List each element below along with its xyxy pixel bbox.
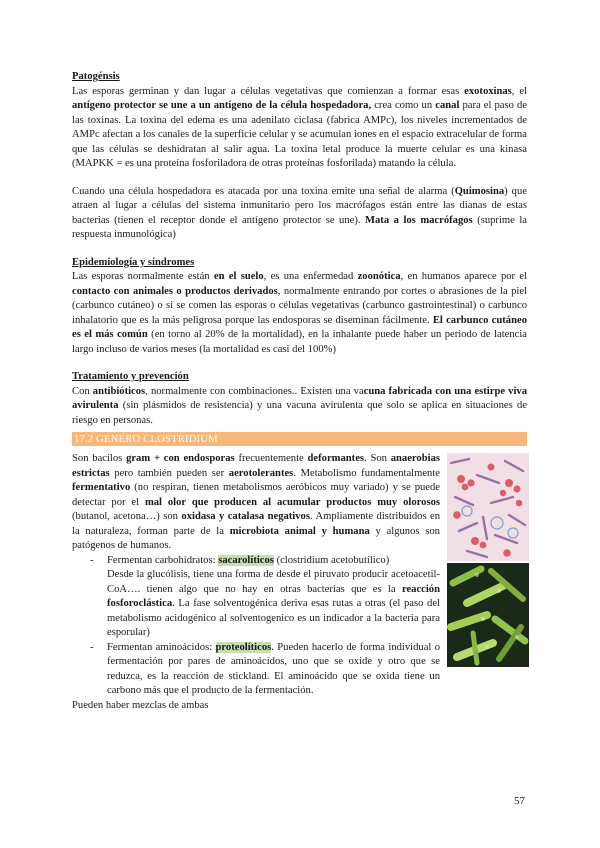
figure-column <box>447 453 529 667</box>
list-item-proteoliticos: - Fermentan aminoácidos: proteolíticos. Pueden hacerlo de forma individual o fermentación por pares de aminoácidos, uno que se oxide y otro que se reduzca, es la reacción de stickland. El aminoácido que se oxida tiene un carbono más que el producto de la fermentación. <box>90 641 440 696</box>
micrograph-image-1 <box>447 453 529 561</box>
fermentation-list <box>72 554 440 699</box>
paragraph-clostridium-intro: Son bacilos gram + con endosporas frecuentemente deformantes. Son anaerobias estrictas pero también pueden ser aerotolerantes. Metabolismo fundamentalmente fermentativo (no respiran, tienen metabolismos aeróbicos muy variado) y se puede detectar por el mal olor que producen al acumular productos muy olorosos (butanol, acetona…) son oxidasa y catalasa negativos. Ampliamente distribuidos en la naturaleza, forman parte de la microbiota animal y humana y algunos son patógenos de humanos. <box>72 453 441 551</box>
list-item-sacaroliticos: - Fermentan carbohidratos: sacarolíticos (clostridium acetobutílico) Desde la glucólisis, tiene una forma de desde el piruvato producir acetoacetil-CoA…. tienen algo que no hay en otras bacterias que es la reacción fosforoclástica. La fase solventogénica deriva esas rutas a otras (el paso del metabolismo acidogénico al solventogenico es un indicador a la bacteria para esporular) <box>90 554 440 638</box>
paragraph-mezclas: Pueden haber mezclas de ambas <box>72 699 209 711</box>
heading-patogenesis: Patogénsis <box>72 71 120 82</box>
paragraph-patogenesis-2: Cuando una célula hospedadora es atacada por una toxina emite una señal de alarma (Quimosina) que atraen al lugar a células del sistema inmunitario pero los macrófagos están entre las dianas de estas bacterias (tienen el receptor donde el antígeno protector se une). Mata a los macrófagos (suprime la respuesta inmunológica) <box>72 185 528 240</box>
clostridium-intro-column <box>72 452 440 699</box>
section-title-clostridium: 17.2 GENERO CLOSTRIDIUM <box>72 432 527 446</box>
tag-proteoliticos: proteolíticos <box>215 641 272 653</box>
paragraph-epidemiologia: Las esporas normalmente están en el suelo, es una enfermedad zoonótica, en humanos aparece por el contacto con animales o productos derivados, normalmente entrando por cortes o abrasiones de la piel (carbunco cutáneo) o si se comen las esporas o células vegetativas (carbunco gastrointestinal) o carbunco inhalatorio que es la más peligrosa porque las endosporas se diseminan fácilmente. El carbunco cutáneo es el más común (en torno al 20% de la mortalidad), en la inhalante puede haber un periodo de latencia largo incluso de varios meses (la mortalidad es casi del 100%) <box>72 271 528 355</box>
paragraph-tratamiento: Con antibióticos, normalmente con combinaciones.. Existen una vacuna fabricada con una estirpe viva avirulenta (sin plásmidos de resistencia) y una vacuna avirulenta que solo se aplica en situaciones de riesgo en personas. <box>72 385 527 426</box>
tag-sacaroliticos: sacarolíticos <box>218 554 274 566</box>
paragraph-patogenesis-1: Las esporas germinan y dan lugar a células vegetativas que comienzan a formar esas exotoxinas, el antígeno protector se une a un antígeno de la célula hospedadora, crea como un canal para el paso de las toxinas. La toxina del edema es una adenilato ciclasa (fabrica AMPc), los niveles incrementados de AMPc afectan a los canales de la superficie celular y se acumulan iones en el espacio extracelular de forma que las células se deshidratan al salir agua. La toxina letal produce la muerte celular es una kinasa (MAPKK = es una proteína fosforiladora de otras proteínas fosforilada) matando la célula. <box>72 85 528 169</box>
page-content <box>72 70 527 713</box>
heading-tratamiento: Tratamiento y prevención <box>72 371 189 382</box>
heading-epidemiologia: Epidemiología y síndromes <box>72 256 195 268</box>
micrograph-image-2 <box>447 563 529 667</box>
page-number: 57 <box>514 795 525 807</box>
clostridium-block <box>72 452 527 713</box>
